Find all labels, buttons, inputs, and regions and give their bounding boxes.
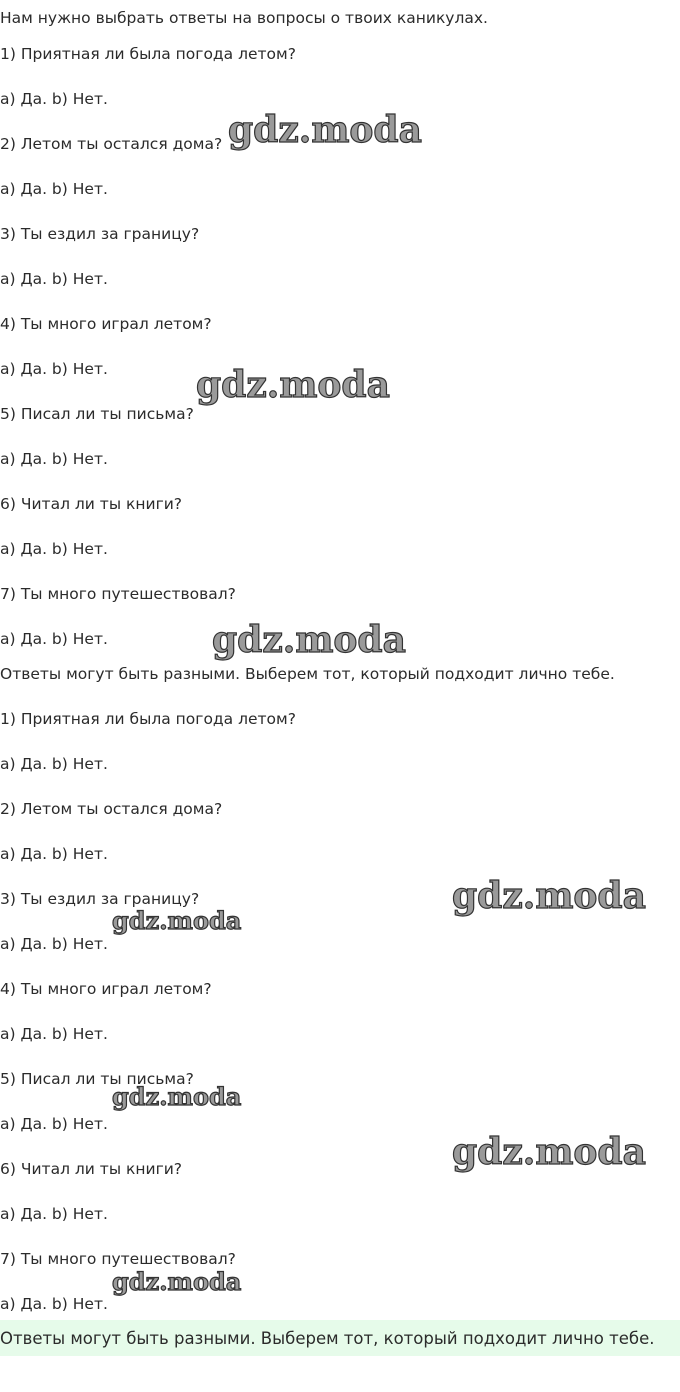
question-4: 4) Ты много играл летом? — [0, 315, 212, 333]
note-text: Ответы могут быть разными. Выберем тот, который подходит лично тебе. — [0, 665, 615, 683]
answer-6-repeat: a) Да. b) Нет. — [0, 1205, 108, 1223]
question-3: 3) Ты ездил за границу? — [0, 225, 200, 243]
question-1-repeat: 1) Приятная ли была погода летом? — [0, 710, 296, 728]
question-6-repeat: 6) Читал ли ты книги? — [0, 1160, 183, 1178]
question-5-repeat: 5) Писал ли ты письма? — [0, 1070, 194, 1088]
answer-2: a) Да. b) Нет. — [0, 180, 108, 198]
answer-2-repeat: a) Да. b) Нет. — [0, 845, 108, 863]
watermark-logo: gdz.moda — [228, 109, 422, 151]
intro-text: Нам нужно выбрать ответы на вопросы о твоих каникулах. — [0, 9, 488, 27]
question-3-repeat: 3) Ты ездил за границу? — [0, 890, 200, 908]
watermark-logo: gdz.moda — [196, 364, 390, 406]
question-4-repeat: 4) Ты много играл летом? — [0, 980, 212, 998]
answer-3: a) Да. b) Нет. — [0, 270, 108, 288]
question-2-repeat: 2) Летом ты остался дома? — [0, 800, 223, 818]
watermark-logo: gdz.moda — [452, 875, 646, 917]
answer-7: a) Да. b) Нет. — [0, 630, 108, 648]
question-7-repeat: 7) Ты много путешествовал? — [0, 1250, 236, 1268]
answer-6: a) Да. b) Нет. — [0, 540, 108, 558]
watermark-logo: gdz.moda — [112, 1082, 242, 1111]
answer-4-repeat: a) Да. b) Нет. — [0, 1025, 108, 1043]
question-7: 7) Ты много путешествовал? — [0, 585, 236, 603]
question-1: 1) Приятная ли была погода летом? — [0, 45, 296, 63]
final-note-text: Ответы могут быть разными. Выберем тот, который подходит лично тебе. — [0, 1329, 655, 1348]
answer-5: a) Да. b) Нет. — [0, 450, 108, 468]
question-6: 6) Читал ли ты книги? — [0, 495, 183, 513]
answer-1: a) Да. b) Нет. — [0, 90, 108, 108]
watermark-logo: gdz.moda — [452, 1131, 646, 1173]
answer-4: a) Да. b) Нет. — [0, 360, 108, 378]
question-2: 2) Летом ты остался дома? — [0, 135, 223, 153]
question-5: 5) Писал ли ты письма? — [0, 405, 194, 423]
watermark-logo: gdz.moda — [112, 906, 242, 935]
answer-5-repeat: a) Да. b) Нет. — [0, 1115, 108, 1133]
answer-3-repeat: a) Да. b) Нет. — [0, 935, 108, 953]
answer-1-repeat: a) Да. b) Нет. — [0, 755, 108, 773]
watermark-logo: gdz.moda — [112, 1267, 242, 1296]
watermark-logo: gdz.moda — [212, 619, 406, 661]
answer-7-repeat: a) Да. b) Нет. — [0, 1295, 108, 1313]
